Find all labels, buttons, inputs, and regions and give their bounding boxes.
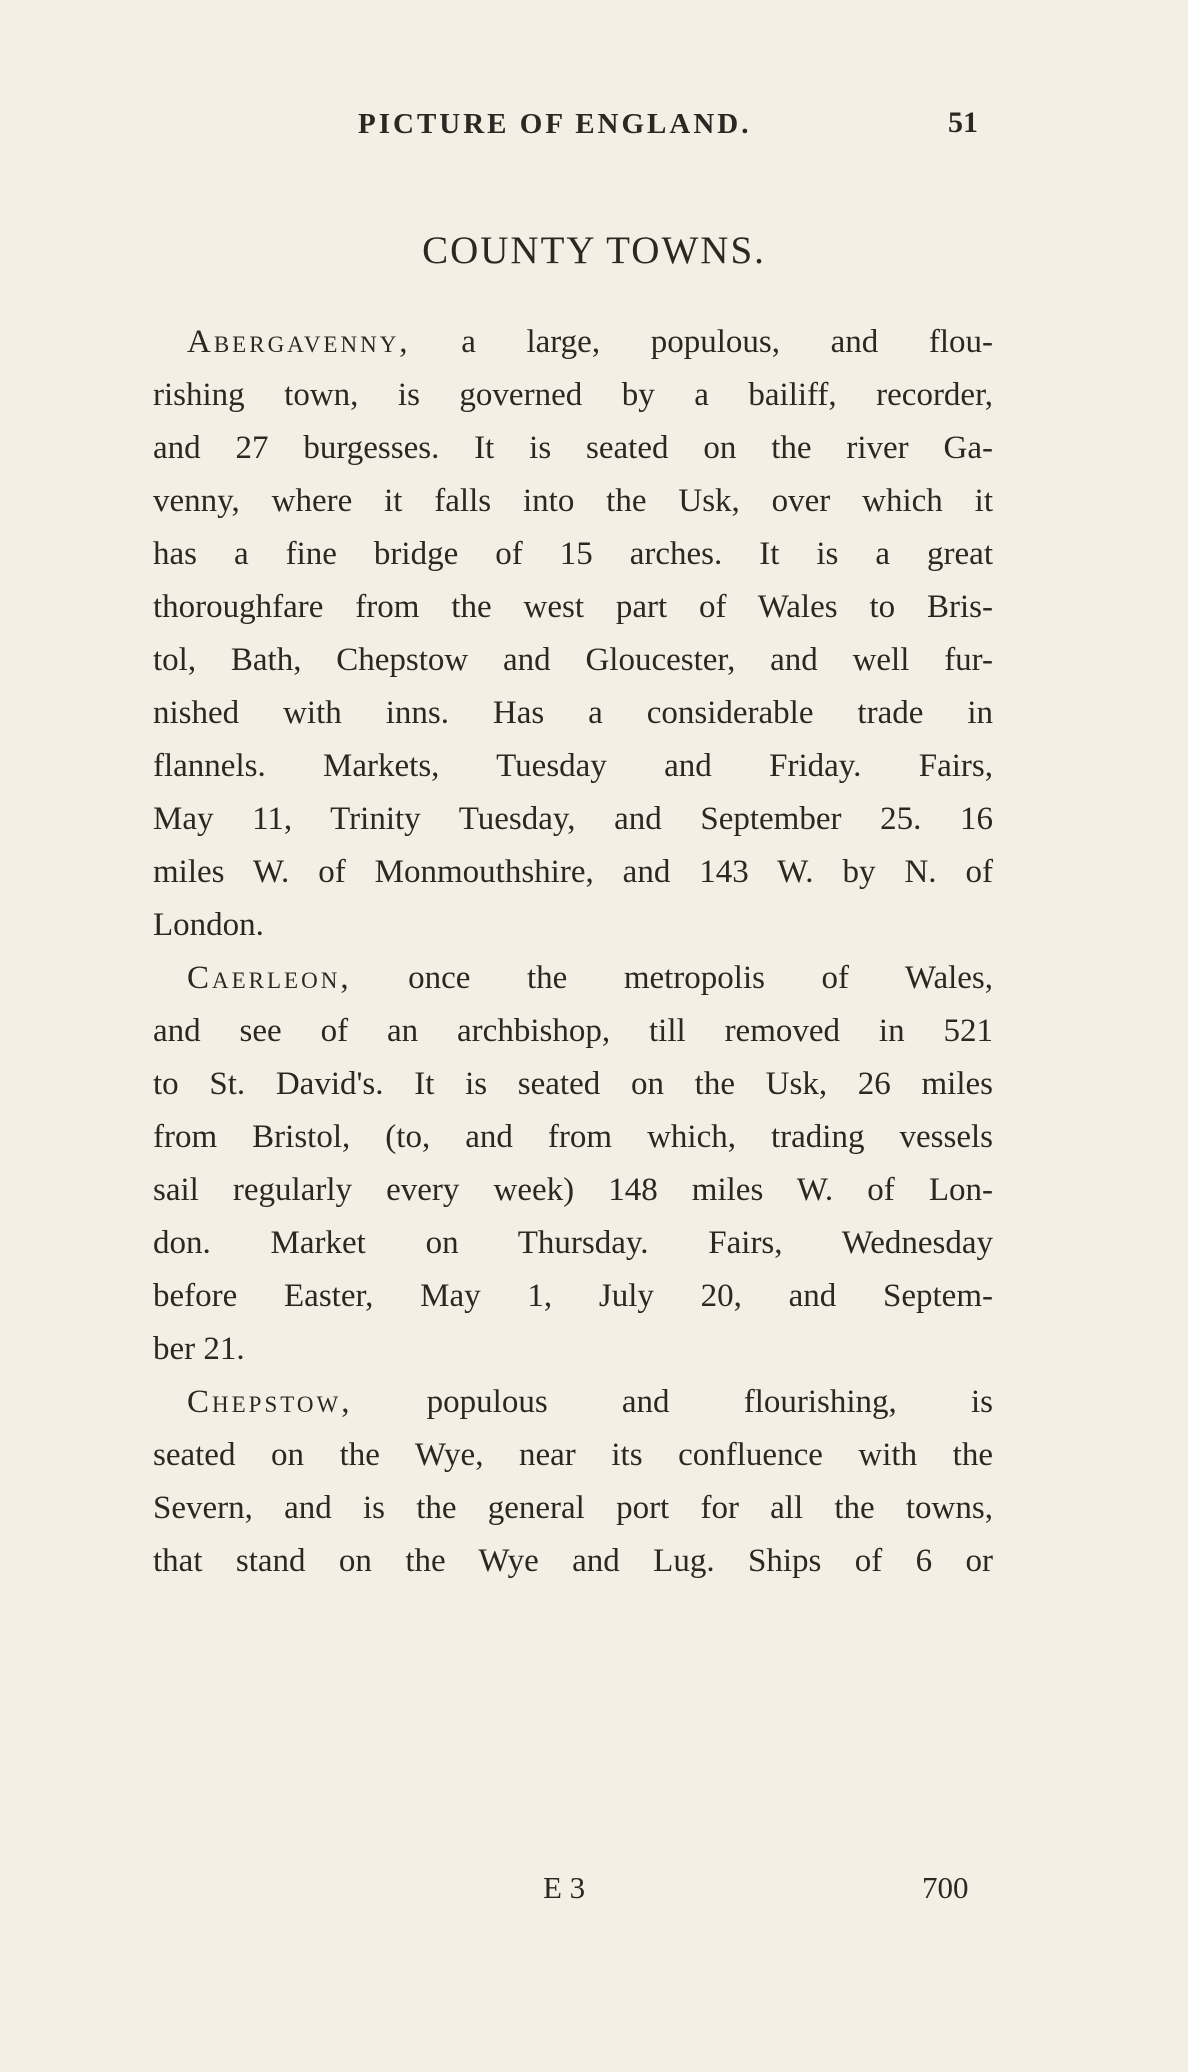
text-line: rishing town, is governed by a bailiff, recorder,: [153, 377, 993, 413]
entry-name: Caerleon,: [187, 960, 352, 996]
text-line: to St. David's. It is seated on the Usk, 26 miles: [153, 1066, 993, 1102]
text-line: [153, 1376, 993, 1429]
text-line: and 27 burgesses. It is seated on the river Ga-: [153, 430, 993, 466]
signature-mark: E 3: [543, 1870, 586, 1905]
text-line: seated on the Wye, near its confluence with the: [153, 1437, 993, 1473]
text-line: before Easter, May 1, July 20, and Septem-: [153, 1278, 993, 1314]
text-line: Severn, and is the general port for all the towns,: [153, 1490, 993, 1526]
text-line: [153, 316, 993, 369]
text-line: don. Market on Thursday. Fairs, Wednesday: [153, 1225, 993, 1261]
body-text: [153, 316, 993, 1588]
text-line: ber 21.: [153, 1331, 245, 1367]
text-line: tol, Bath, Chepstow and Gloucester, and well fur-: [153, 642, 993, 678]
text-line: London.: [153, 907, 264, 943]
page-footer: [0, 1870, 1188, 1910]
text-line: venny, where it falls into the Usk, over which it: [153, 483, 993, 519]
catchword: 700: [922, 1870, 969, 1905]
line-text: once the metropolis of Wales,: [351, 960, 993, 996]
text-line: May 11, Trinity Tuesday, and September 25. 16: [153, 801, 993, 837]
running-head: [0, 108, 1188, 148]
text-line: has a fine bridge of 15 arches. It is a great: [153, 536, 993, 572]
text-line: from Bristol, (to, and from which, trading vessels: [153, 1119, 993, 1155]
text-line: nished with inns. Has a considerable trade in: [153, 695, 993, 731]
text-line: [153, 952, 993, 1005]
text-line: miles W. of Monmouthshire, and 143 W. by N. of: [153, 854, 993, 890]
text-line: flannels. Markets, Tuesday and Friday. Fairs,: [153, 748, 993, 784]
entry-name: Chepstow,: [187, 1384, 353, 1420]
text-line: that stand on the Wye and Lug. Ships of 6 or: [153, 1543, 993, 1579]
entry-name: Abergavenny,: [187, 324, 411, 360]
running-title: PICTURE OF ENGLAND.: [358, 108, 752, 140]
section-heading: COUNTY TOWNS.: [422, 229, 766, 272]
page-number: 51: [948, 106, 978, 139]
line-text: a large, populous, and flou-: [410, 324, 993, 360]
text-line: and see of an archbishop, till removed in 521: [153, 1013, 993, 1049]
text-line: sail regularly every week) 148 miles W. of Lon-: [153, 1172, 993, 1208]
text-line: thoroughfare from the west part of Wales to Bris-: [153, 589, 993, 625]
line-text: populous and flourishing, is: [352, 1384, 993, 1420]
